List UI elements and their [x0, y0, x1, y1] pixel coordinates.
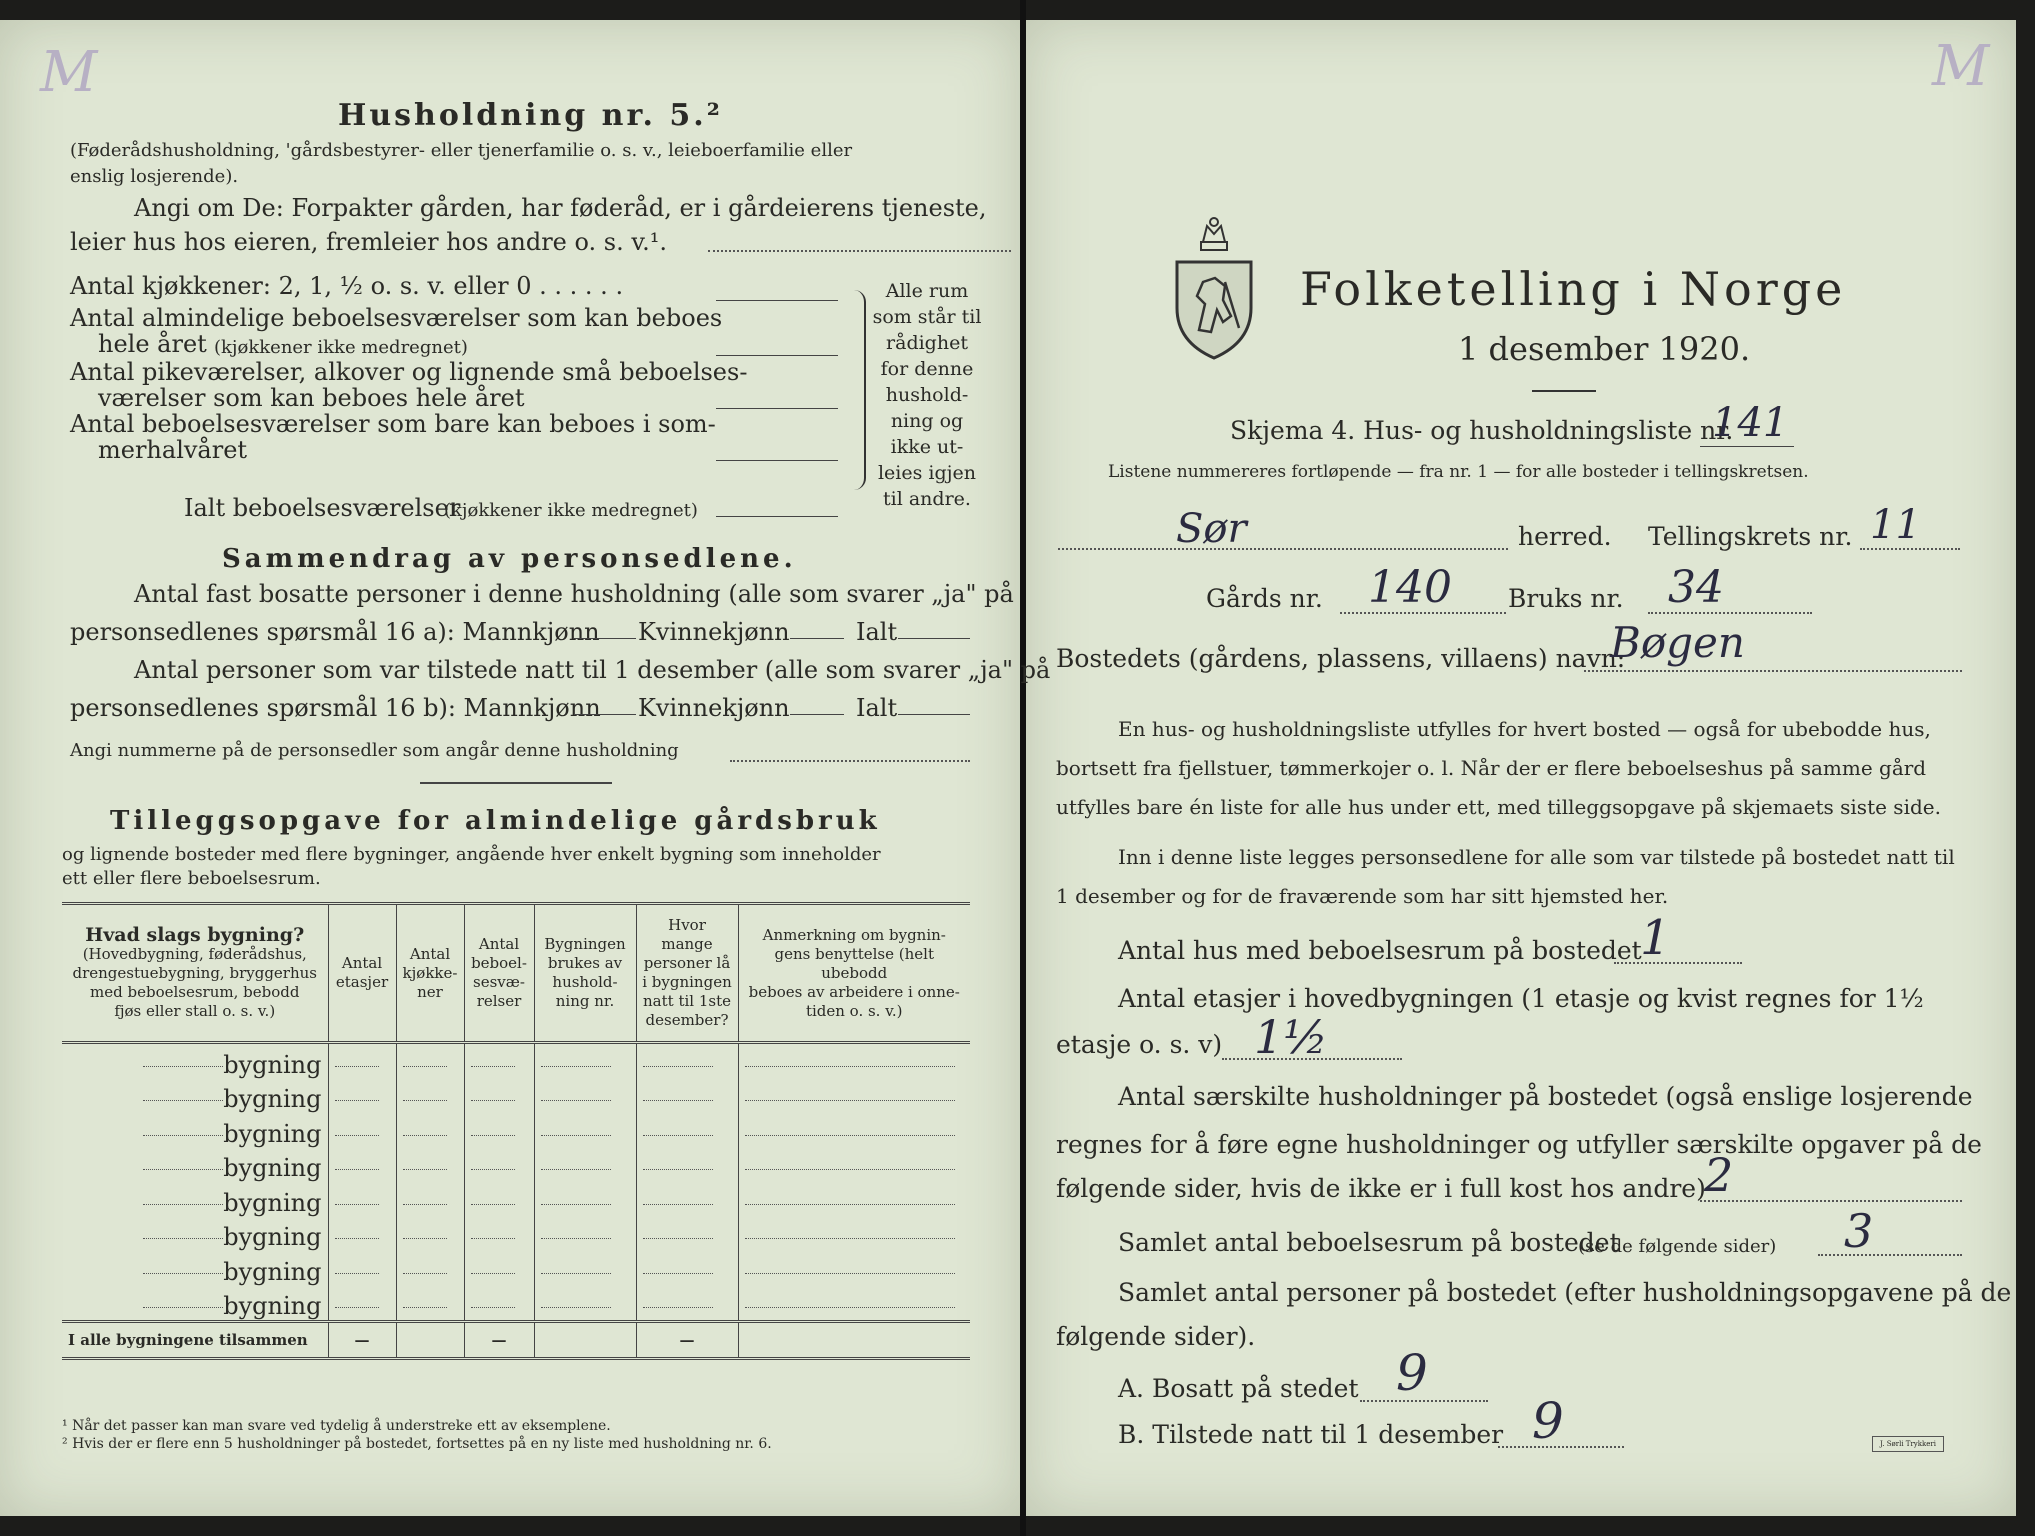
building-type-cell[interactable]	[62, 1251, 328, 1286]
col-household-nr: Bygningen brukes av hushold- ning nr.	[534, 904, 636, 1043]
p1-female-field[interactable]	[790, 638, 844, 639]
summary-p2-line-2: personsedlenes spørsmål 16 b): Mannkjønn	[70, 694, 601, 722]
table-cell[interactable]	[328, 1148, 396, 1183]
ask-line-1: Angi om De: Forpakter gården, har føderåd, er i gårdeierens tjeneste,	[134, 194, 987, 222]
table-cell[interactable]	[328, 1251, 396, 1286]
households-line-1: Antal særskilte husholdninger på bostedet (også enslige losjerende	[1118, 1082, 1973, 1111]
table-cell[interactable]	[464, 1079, 534, 1114]
b-label: B. Tilstede natt til 1 desember	[1118, 1420, 1504, 1449]
numbers-line: Angi nummerne på de personsedler som angår denne husholdning	[70, 740, 679, 761]
summary-p1-line-2: personsedlenes spørsmål 16 a): Mannkjønn	[70, 618, 600, 646]
corner-mark-left: M	[40, 40, 98, 105]
gards-value: 140	[1368, 562, 1452, 613]
table-cell[interactable]	[534, 1182, 636, 1217]
household-subtitle-2: enslig losjerende).	[70, 166, 239, 187]
p1-female-label: Kvinnekjønn	[638, 618, 790, 646]
table-row	[62, 1286, 970, 1322]
table-cell[interactable]	[396, 1079, 464, 1114]
printer-stamp: J. Sørli Trykkeri	[1872, 1436, 1944, 1452]
total-rooms-field[interactable]	[716, 516, 838, 517]
floors-line-1: Antal etasjer i hovedbygningen (1 etasje og kvist regnes for 1½	[1118, 984, 1924, 1013]
info-line-1: En hus- og husholdningsliste utfylles for hvert bosted — også for ubebodde hus,	[1118, 717, 1931, 741]
household-subtitle-1: (Føderådshusholdning, 'gårdsbestyrer- eller tjenerfamilie o. s. v., leieboerfamilie eller	[70, 140, 853, 161]
col-rooms: Antal beboel- sesvæ- relser	[464, 904, 534, 1043]
title-rule	[1532, 390, 1596, 392]
households-field[interactable]	[1700, 1200, 1962, 1202]
schema-label: Skjema 4. Hus- og husholdningsliste nr.	[1230, 416, 1734, 445]
info-line-4: Inn i denne liste legges personsedlene for alle som var tilstede på bostedet natt til	[1118, 845, 1955, 869]
building-row-label: bygning	[223, 1223, 322, 1251]
kitchens-label: Antal kjøkkener: 2, 1, ½ o. s. v. eller 0 . . . . . .	[70, 272, 624, 300]
bosted-label: Bostedets (gårdens, plassens, villaens) navn:	[1056, 644, 1626, 673]
building-row-label: bygning	[223, 1119, 322, 1148]
table-cell[interactable]	[636, 1043, 738, 1079]
table-cell[interactable]	[464, 1148, 534, 1183]
persons-line-1: Samlet antal personer på bostedet (efter husholdningsopgavene på de	[1118, 1278, 2012, 1307]
table-cell[interactable]	[328, 1182, 396, 1217]
p1-male-field[interactable]	[574, 638, 636, 639]
table-cell[interactable]	[328, 1043, 396, 1079]
persons-line-2: følgende sider).	[1056, 1322, 1256, 1351]
houses-label: Antal hus med beboelsesrum på bostedet	[1118, 936, 1642, 965]
extra-line-2: ett eller flere beboelsesrum.	[62, 868, 321, 889]
page-fold	[1020, 0, 1026, 1536]
building-row-label: bygning	[223, 1188, 322, 1217]
total-rooms-right-label: Samlet antal beboelsesrum på bostedet	[1118, 1228, 1620, 1257]
table-cell[interactable]	[534, 1079, 636, 1114]
rooms-a-line-1: Antal almindelige beboelsesværelser som kan beboes	[70, 304, 723, 332]
total-rooms-note: (kjøkkener ikke medregnet)	[444, 500, 698, 521]
bruks-label: Bruks nr.	[1508, 584, 1624, 613]
table-cell[interactable]	[738, 1079, 970, 1114]
table-cell[interactable]	[464, 1182, 534, 1217]
extra-line-1: og lignende bosteder med flere bygninger, angående hver enkelt bygning som inneholder	[62, 844, 881, 865]
gards-label: Gårds nr.	[1206, 584, 1323, 613]
section-divider	[420, 782, 612, 784]
corner-mark-right: M	[1932, 34, 1990, 99]
table-cell[interactable]	[636, 1286, 738, 1322]
herred-field[interactable]	[1058, 548, 1508, 550]
p2-male-field[interactable]	[574, 714, 636, 715]
building-type-cell[interactable]	[62, 1148, 328, 1183]
table-cell[interactable]	[328, 1079, 396, 1114]
table-cell[interactable]	[636, 1113, 738, 1148]
households-value: 2	[1704, 1148, 1734, 1202]
building-row-label: bygning	[223, 1257, 322, 1286]
krets-label: Tellingskrets nr.	[1648, 522, 1853, 551]
households-line-2: regnes for å føre egne husholdninger og utfyller særskilte opgaver på de	[1056, 1130, 1982, 1159]
table-cell[interactable]	[738, 1286, 970, 1322]
table-cell[interactable]	[464, 1217, 534, 1252]
table-cell[interactable]	[534, 1113, 636, 1148]
table-row	[62, 1113, 970, 1148]
houses-field[interactable]	[1614, 962, 1742, 964]
table-cell[interactable]	[534, 1217, 636, 1252]
table-cell[interactable]	[738, 1148, 970, 1183]
p2-female-field[interactable]	[790, 714, 844, 715]
table-cell[interactable]	[464, 1251, 534, 1286]
building-row-label: bygning	[223, 1085, 322, 1113]
table-row	[62, 1148, 970, 1183]
p2-female-label: Kvinnekjønn	[638, 694, 790, 722]
col-persons: Hvor mange personer lå i bygningen natt til 1ste desember?	[636, 904, 738, 1043]
floors-line-2: etasje o. s. v)	[1056, 1030, 1223, 1059]
col-building-type: Hvad slags bygning? (Hovedbygning, føderådshus, drengestuebygning, bryggerhus med beboelsesrum, bebodd fjøs eller stall o. s. v.)	[62, 904, 328, 1043]
summary-heading: Sammendrag av personsedlene.	[222, 544, 797, 574]
col-floors: Antal etasjer	[328, 904, 396, 1043]
table-cell[interactable]	[636, 1251, 738, 1286]
info-line-3: utfylles bare én liste for alle hus under ett, med tilleggsopgave på skjemaets siste side.	[1056, 795, 1941, 819]
table-cell[interactable]	[396, 1148, 464, 1183]
table-cell[interactable]	[464, 1043, 534, 1079]
ask-answer-line[interactable]	[708, 250, 1011, 252]
rooms-b-line-1: Antal pikeværelser, alkover og lignende små beboelses-	[70, 358, 748, 386]
footnote-1: ¹ Når det passer kan man svare ved tydelig å understreke ett av eksemplene.	[62, 1418, 611, 1434]
p1-total-label: Ialt	[856, 618, 898, 646]
p2-total-label: Ialt	[856, 694, 898, 722]
ask-line-2: leier hus hos eieren, fremleier hos andre o. s. v.¹.	[70, 228, 667, 256]
building-type-cell[interactable]	[62, 1043, 328, 1079]
numbering-note: Listene nummereres fortløpende — fra nr. 1 — for alle bosteder i tellingskretsen.	[1108, 462, 1809, 482]
building-table	[62, 902, 970, 1360]
building-type-cell[interactable]	[62, 1113, 328, 1148]
table-cell[interactable]	[396, 1113, 464, 1148]
table-cell[interactable]	[738, 1251, 970, 1286]
col-kitchens: Antal kjøkke- ner	[396, 904, 464, 1043]
rooms-c-field[interactable]	[716, 460, 838, 461]
houses-value: 1	[1640, 910, 1671, 966]
b-value: 9	[1532, 1392, 1564, 1450]
building-row-label: bygning	[223, 1292, 322, 1320]
table-cell[interactable]	[396, 1217, 464, 1252]
table-cell[interactable]	[738, 1043, 970, 1079]
table-row	[62, 1217, 970, 1252]
side-note-brace	[846, 290, 866, 490]
herred-label: herred.	[1518, 522, 1612, 551]
total-rooms-label: Ialt beboelsesværelser	[184, 494, 461, 522]
table-cell[interactable]	[636, 1079, 738, 1114]
side-note: Alle rum som står til rådighet for denne hushold- ning og ikke ut- leies igjen til andre.	[872, 280, 982, 510]
table-cell[interactable]	[636, 1148, 738, 1183]
herred-value: Sør	[1176, 506, 1247, 552]
table-cell[interactable]	[328, 1113, 396, 1148]
rooms-a-line-2: hele året	[98, 330, 207, 358]
bosted-field[interactable]	[1584, 670, 1962, 672]
bruks-value: 34	[1668, 562, 1724, 613]
footnote-2: ² Hvis der er flere enn 5 husholdninger på bostedet, fortsettes på en ny liste med husholdning nr. 6.	[62, 1436, 772, 1452]
table-row	[62, 1043, 970, 1079]
a-value: 9	[1396, 1344, 1428, 1402]
building-row-label: bygning	[223, 1050, 322, 1079]
kitchens-field[interactable]	[716, 300, 838, 301]
total-rooms-right-value: 3	[1844, 1204, 1874, 1258]
rooms-a-field[interactable]	[716, 355, 838, 356]
krets-value: 11	[1870, 502, 1921, 548]
table-cell[interactable]	[738, 1182, 970, 1217]
table-cell[interactable]	[464, 1286, 534, 1322]
building-row-label: bygning	[223, 1154, 322, 1182]
coat-of-arms-icon	[1173, 212, 1255, 362]
census-title: Folketelling i Norge	[1300, 262, 1847, 316]
table-cell[interactable]	[636, 1182, 738, 1217]
a-label: A. Bosatt på stedet	[1118, 1374, 1359, 1403]
table-total-row: I alle bygningene tilsammen — — —	[62, 1322, 970, 1359]
bosted-value: Bøgen	[1610, 618, 1745, 667]
table-cell[interactable]	[328, 1217, 396, 1252]
p2-total-field[interactable]	[898, 714, 970, 715]
building-type-cell[interactable]	[62, 1079, 328, 1114]
total-rooms-right-note: (se de følgende sider)	[1578, 1236, 1777, 1257]
table-row	[62, 1251, 970, 1286]
table-cell[interactable]	[738, 1217, 970, 1252]
table-cell[interactable]	[738, 1113, 970, 1148]
rooms-c-line-2: merhalvåret	[98, 436, 248, 464]
rooms-b-line-2: værelser som kan beboes hele året	[98, 384, 525, 412]
info-line-5: 1 desember og for de fraværende som har sitt hjemsted her.	[1056, 884, 1669, 908]
summary-p2-line-1: Antal personer som var tilstede natt til 1 desember (alle som svarer „ja" på	[134, 656, 1051, 684]
floors-value: 1½	[1254, 1010, 1328, 1064]
p1-total-field[interactable]	[898, 638, 970, 639]
table-cell[interactable]	[464, 1113, 534, 1148]
building-type-cell[interactable]	[62, 1217, 328, 1252]
schema-nr-line[interactable]	[1700, 446, 1794, 447]
household-title: Husholdning nr. 5.²	[338, 98, 723, 133]
building-type-cell[interactable]	[62, 1182, 328, 1217]
col-remarks: Anmerkning om bygnin- gens benyttelse (helt ubebodd beboes av arbeidere i onne- tiden o. s. v.)	[738, 904, 970, 1043]
building-type-cell[interactable]	[62, 1286, 328, 1322]
table-cell[interactable]	[396, 1043, 464, 1079]
table-cell[interactable]	[396, 1251, 464, 1286]
table-cell[interactable]	[534, 1148, 636, 1183]
rooms-a-note: (kjøkkener ikke medregnet)	[214, 337, 468, 358]
census-date: 1 desember 1920.	[1458, 330, 1751, 368]
rooms-c-line-1: Antal beboelsesværelser som bare kan beboes i som-	[70, 410, 716, 438]
numbers-field[interactable]	[730, 760, 970, 762]
total-rooms-right-field[interactable]	[1818, 1254, 1962, 1256]
table-cell[interactable]	[328, 1286, 396, 1322]
table-cell[interactable]	[534, 1043, 636, 1079]
table-cell[interactable]	[534, 1286, 636, 1322]
schema-nr-value: 141	[1712, 400, 1789, 446]
table-cell[interactable]	[396, 1182, 464, 1217]
table-cell[interactable]	[396, 1286, 464, 1322]
table-cell[interactable]	[636, 1217, 738, 1252]
table-row	[62, 1079, 970, 1114]
info-line-2: bortsett fra fjellstuer, tømmerkojer o. l. Når der er flere beboelseshus på samme gård	[1056, 756, 1927, 780]
table-row	[62, 1182, 970, 1217]
krets-field[interactable]	[1860, 548, 1960, 550]
table-cell[interactable]	[534, 1251, 636, 1286]
rooms-b-field[interactable]	[716, 408, 838, 409]
households-line-3: følgende sider, hvis de ikke er i full kost hos andre)	[1056, 1174, 1706, 1203]
summary-p1-line-1: Antal fast bosatte personer i denne husholdning (alle som svarer „ja" på	[134, 580, 1014, 608]
extra-heading: Tilleggsopgave for almindelige gårdsbruk	[110, 806, 881, 836]
